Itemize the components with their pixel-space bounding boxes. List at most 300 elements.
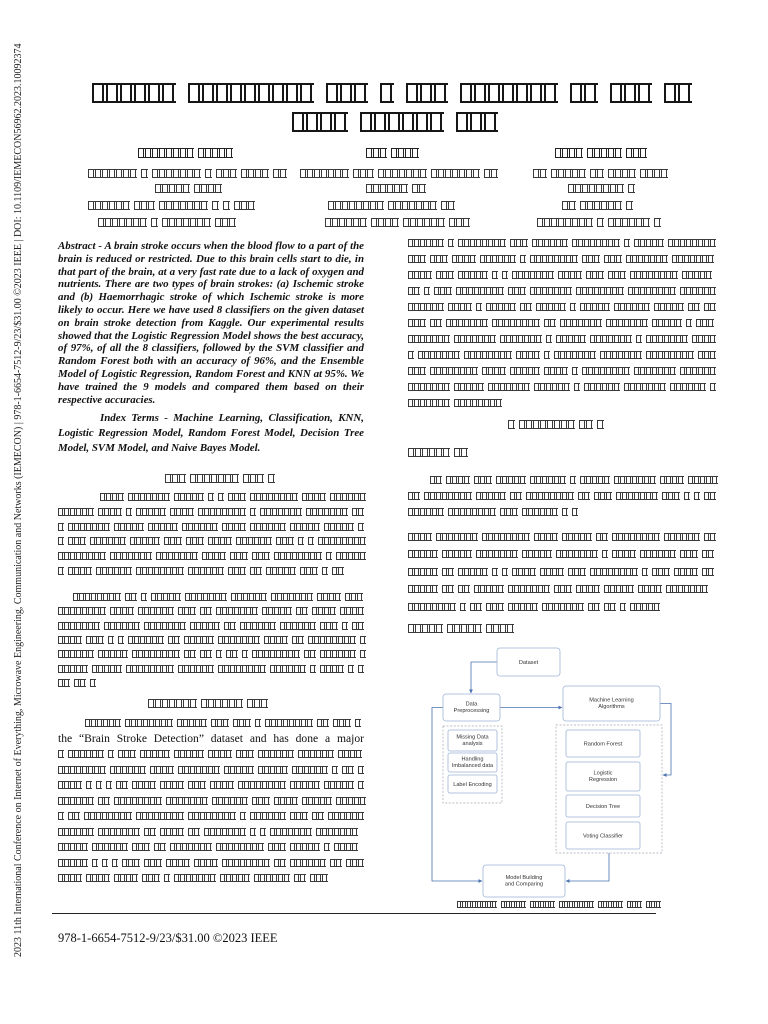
author-affiliation-line	[328, 201, 460, 210]
unreadable-text-line	[408, 239, 718, 247]
unreadable-word	[458, 585, 470, 593]
unreadable-word	[310, 874, 328, 882]
unreadable-word	[684, 492, 690, 500]
unreadable-word	[590, 169, 604, 178]
unreadable-word	[310, 665, 316, 673]
unreadable-word	[431, 169, 480, 178]
section-heading	[165, 474, 283, 483]
unreadable-word	[86, 636, 104, 644]
unreadable-text-line	[408, 383, 718, 391]
unreadable-word	[290, 859, 326, 867]
unreadable-word	[106, 781, 112, 789]
unreadable-word	[574, 383, 580, 391]
unreadable-word	[58, 679, 70, 687]
unreadable-word	[222, 523, 246, 531]
unreadable-word	[164, 874, 170, 882]
unreadable-word	[302, 797, 332, 805]
unreadable-word	[174, 750, 204, 758]
unreadable-word	[556, 550, 598, 558]
unreadable-word	[238, 781, 286, 789]
unreadable-word	[537, 218, 593, 227]
unreadable-word	[674, 568, 698, 576]
unreadable-word	[530, 255, 578, 263]
section-heading	[148, 699, 272, 708]
unreadable-word	[90, 537, 126, 545]
unreadable-word	[486, 303, 516, 311]
unreadable-word	[408, 585, 438, 593]
unreadable-word	[430, 255, 448, 263]
unreadable-word	[220, 874, 250, 882]
unreadable-word	[208, 493, 214, 501]
unreadable-word	[586, 271, 604, 279]
unreadable-word	[166, 797, 208, 805]
unreadable-word	[597, 218, 604, 227]
unreadable-word	[587, 148, 622, 158]
unreadable-word	[264, 636, 288, 644]
unreadable-word	[159, 201, 208, 210]
unreadable-word	[236, 537, 272, 545]
unreadable-word	[624, 239, 630, 247]
unreadable-word	[168, 636, 180, 644]
unreadable-word	[98, 828, 140, 836]
unreadable-word	[484, 169, 498, 178]
unreadable-word	[460, 83, 558, 103]
unreadable-word	[108, 750, 114, 758]
unreadable-word	[408, 367, 426, 375]
unreadable-word	[223, 201, 230, 210]
unreadable-text-line	[58, 843, 368, 851]
unreadable-text-line	[408, 319, 718, 327]
unreadable-word	[96, 781, 102, 789]
unreadable-word	[68, 537, 86, 545]
unreadable-word	[198, 148, 233, 158]
unreadable-word	[358, 665, 364, 673]
unreadable-text-line	[408, 603, 664, 611]
label-encoding-label: Label Encoding	[453, 782, 492, 788]
unreadable-word	[604, 255, 622, 263]
unreadable-word	[447, 624, 482, 633]
unreadable-word	[572, 367, 578, 375]
unreadable-word	[164, 537, 182, 545]
unreadable-text-line	[408, 508, 582, 516]
model-building-label: and Comparing	[504, 881, 544, 888]
unreadable-word	[326, 552, 332, 560]
unreadable-text-line	[58, 828, 368, 836]
author-affiliation-line	[533, 169, 672, 178]
unreadable-word	[408, 335, 450, 343]
unreadable-text-line	[58, 766, 368, 774]
unreadable-word	[128, 636, 164, 644]
unreadable-word	[412, 184, 426, 193]
unreadable-word	[554, 351, 596, 359]
unreadable-text-line	[58, 567, 352, 575]
unreadable-word	[626, 201, 633, 210]
unreadable-word	[84, 812, 132, 820]
unreadable-word	[86, 781, 92, 789]
unreadable-word	[280, 622, 316, 630]
methodology-flowchart	[425, 643, 687, 899]
unreadable-word	[562, 508, 568, 516]
unreadable-text-line	[73, 593, 368, 601]
unreadable-word	[627, 901, 642, 908]
unreadable-word	[110, 607, 134, 615]
unreadable-word	[190, 622, 220, 630]
unreadable-word	[226, 650, 238, 658]
missing-data-label: Missing Data	[456, 734, 489, 741]
unreadable-word	[710, 383, 716, 391]
unreadable-word	[352, 622, 364, 630]
unreadable-word	[608, 271, 626, 279]
unreadable-word	[536, 303, 566, 311]
unreadable-word	[333, 719, 351, 727]
unreadable-word	[258, 750, 294, 758]
unreadable-word	[496, 476, 526, 484]
unreadable-word	[442, 568, 454, 576]
unreadable-word	[694, 492, 700, 500]
unreadable-word	[510, 239, 528, 247]
unreadable-word	[562, 533, 592, 541]
unreadable-word	[330, 493, 366, 501]
unreadable-word	[584, 383, 620, 391]
unreadable-word	[556, 335, 586, 343]
unreadable-word	[188, 781, 206, 789]
unreadable-word	[250, 493, 298, 501]
unreadable-word	[526, 492, 574, 500]
unreadable-word	[178, 766, 220, 774]
unreadable-word	[325, 218, 367, 227]
unreadable-word	[642, 568, 648, 576]
unreadable-word	[570, 303, 576, 311]
unreadable-word	[292, 766, 328, 774]
unreadable-word	[530, 287, 572, 295]
random-forest-label: Random Forest	[583, 741, 623, 748]
unreadable-word	[454, 383, 484, 391]
unreadable-text-line	[430, 476, 718, 484]
unreadable-word	[458, 271, 488, 279]
unreadable-word	[318, 537, 366, 545]
unreadable-word	[612, 550, 636, 558]
unreadable-word	[88, 201, 130, 210]
unreadable-word	[125, 719, 173, 727]
author-affiliation-line	[325, 218, 475, 227]
unreadable-text-line	[85, 719, 368, 727]
unreadable-word	[624, 383, 666, 391]
unreadable-word	[442, 550, 472, 558]
unreadable-word	[216, 169, 237, 178]
unreadable-word	[92, 843, 128, 851]
unreadable-word	[692, 335, 716, 343]
unreadable-word	[98, 218, 147, 227]
unreadable-word	[68, 812, 80, 820]
unreadable-word	[148, 523, 178, 531]
unreadable-word	[360, 636, 366, 644]
unreadable-word	[58, 508, 94, 516]
unreadable-word	[58, 537, 64, 545]
unreadable-word	[508, 420, 515, 429]
unreadable-word	[408, 255, 426, 263]
unreadable-word	[58, 650, 94, 658]
unreadable-word	[298, 750, 334, 758]
unreadable-word	[596, 533, 608, 541]
unreadable-word	[408, 271, 432, 279]
unreadable-word	[636, 335, 642, 343]
unreadable-text-line	[58, 650, 368, 658]
unreadable-word	[184, 650, 196, 658]
unreadable-word	[446, 319, 488, 327]
unreadable-word	[300, 567, 318, 575]
unreadable-word	[58, 812, 64, 820]
unreadable-word	[170, 508, 194, 516]
unreadable-word	[614, 476, 656, 484]
unreadable-word	[202, 552, 226, 560]
unreadable-word	[174, 874, 216, 882]
unreadable-word	[88, 169, 137, 178]
unreadable-text-line	[408, 303, 718, 311]
unreadable-word	[320, 622, 338, 630]
unreadable-word	[178, 665, 214, 673]
unreadable-text-line	[408, 585, 718, 593]
unreadable-word	[454, 335, 496, 343]
unreadable-word	[308, 636, 356, 644]
unreadable-word	[302, 493, 326, 501]
unreadable-word	[408, 603, 456, 611]
unreadable-word	[274, 552, 322, 560]
unreadable-word	[100, 493, 124, 501]
unreadable-word	[260, 828, 266, 836]
unreadable-word	[559, 901, 594, 908]
unreadable-word	[274, 797, 298, 805]
unreadable-word	[704, 533, 716, 541]
abstract-section	[58, 240, 364, 456]
unreadable-word	[152, 169, 201, 178]
figure-caption	[457, 901, 665, 908]
unreadable-word	[576, 585, 600, 593]
author-name	[138, 148, 238, 158]
unreadable-word	[533, 169, 547, 178]
model-building-label: Model Building	[505, 875, 543, 881]
unreadable-word	[160, 828, 184, 836]
unreadable-word	[200, 607, 212, 615]
unreadable-word	[228, 493, 246, 501]
unreadable-word	[250, 567, 262, 575]
unreadable-word	[228, 567, 246, 575]
unreadable-word	[442, 585, 454, 593]
unreadable-word	[141, 169, 148, 178]
unreadable-word	[134, 201, 155, 210]
unreadable-word	[555, 148, 583, 158]
unreadable-word	[233, 719, 251, 727]
unreadable-word	[290, 523, 320, 531]
unreadable-word	[328, 812, 364, 820]
unreadable-word	[92, 859, 98, 867]
unreadable-word	[579, 420, 593, 429]
unreadable-word	[492, 568, 498, 576]
unreadable-word	[482, 533, 530, 541]
unreadable-word	[68, 750, 104, 758]
unreadable-text-line	[58, 665, 368, 673]
unreadable-word	[680, 367, 716, 375]
unreadable-text-line	[408, 568, 718, 576]
unreadable-word	[68, 523, 110, 531]
unreadable-word	[250, 828, 256, 836]
unreadable-word	[520, 255, 526, 263]
unreadable-word	[408, 508, 444, 516]
unreadable-word	[236, 750, 254, 758]
data-preprocessing-label: Data	[465, 701, 478, 708]
unreadable-word	[294, 874, 306, 882]
unreadable-word	[446, 476, 470, 484]
unreadable-word	[85, 719, 121, 727]
unreadable-word	[482, 367, 506, 375]
conference-citation-sidebar: 2023 11th International Conference on Internet of Everything, Microwave Engineering, Communication and Networks (IEMECON) | 978-1-6654-7512-9/23/$31.00 ©2023 IEEE | DOI: 10.1109/IEMECON56962.2023.10092374	[13, 43, 24, 957]
unreadable-word	[58, 843, 88, 851]
unreadable-word	[58, 622, 100, 630]
author-affiliation-line	[88, 169, 290, 178]
unreadable-word	[476, 303, 482, 311]
unreadable-word	[520, 303, 532, 311]
author-affiliation-line	[562, 201, 634, 210]
unreadable-word	[355, 719, 361, 727]
unreadable-word	[92, 665, 122, 673]
unreadable-word	[154, 843, 166, 851]
unreadable-word	[73, 593, 121, 601]
unreadable-word	[449, 218, 470, 227]
unreadable-word	[118, 636, 124, 644]
unreadable-word	[590, 568, 638, 576]
unreadable-word	[371, 218, 399, 227]
unreadable-word	[242, 650, 248, 658]
unreadable-word	[162, 218, 211, 227]
unreadable-word	[594, 492, 612, 500]
unreadable-word	[551, 169, 586, 178]
unreadable-word	[346, 859, 364, 867]
unreadable-word	[92, 83, 176, 103]
unreadable-word	[320, 665, 344, 673]
unreadable-word	[452, 255, 476, 263]
unreadable-word	[334, 843, 358, 851]
unreadable-word	[108, 636, 114, 644]
unreadable-word	[208, 537, 232, 545]
unreadable-word	[130, 537, 160, 545]
unreadable-word	[326, 83, 368, 103]
unreadable-word	[274, 859, 286, 867]
unreadable-word	[188, 828, 200, 836]
unreadable-word	[151, 593, 181, 601]
unreadable-word	[151, 218, 158, 227]
unreadable-word	[456, 287, 504, 295]
unreadable-word	[408, 383, 450, 391]
unreadable-word	[58, 797, 94, 805]
unreadable-word	[486, 603, 504, 611]
unreadable-word	[270, 665, 306, 673]
unreadable-word	[580, 476, 610, 484]
unreadable-word	[508, 603, 538, 611]
unreadable-word	[316, 828, 358, 836]
unreadable-text-line	[58, 797, 368, 805]
unreadable-word	[578, 492, 590, 500]
unreadable-word	[702, 568, 714, 576]
unreadable-word	[456, 112, 498, 132]
unreadable-word	[682, 271, 712, 279]
unreadable-word	[688, 476, 718, 484]
author-affiliation-line	[98, 218, 240, 227]
unreadable-word	[262, 607, 292, 615]
unreadable-word	[188, 812, 236, 820]
author-name	[555, 148, 648, 158]
unreadable-word	[448, 239, 454, 247]
unreadable-word	[408, 351, 414, 359]
unreadable-text-line	[58, 552, 368, 560]
unreadable-word	[212, 201, 219, 210]
unreadable-word	[116, 781, 128, 789]
unreadable-word	[597, 420, 604, 429]
unreadable-word	[448, 508, 496, 516]
logistic-regression-label: Regression	[588, 777, 618, 783]
unreadable-word	[114, 874, 138, 882]
unreadable-word	[290, 843, 320, 851]
paper-title-line	[92, 83, 702, 103]
paper-title-line	[292, 112, 498, 132]
unreadable-word	[184, 636, 214, 644]
unreadable-word	[408, 448, 450, 457]
unreadable-word	[628, 184, 635, 193]
subsection-heading	[408, 448, 470, 457]
unreadable-word	[324, 523, 354, 531]
unreadable-text-line	[408, 492, 718, 500]
unreadable-word	[542, 603, 584, 611]
unreadable-word	[698, 351, 716, 359]
unreadable-word	[530, 476, 566, 484]
unreadable-word	[430, 367, 478, 375]
unreadable-word	[58, 523, 64, 531]
unreadable-word	[646, 335, 688, 343]
unreadable-word	[58, 607, 106, 615]
unreadable-word	[602, 550, 608, 558]
unreadable-word	[634, 239, 664, 247]
unreadable-word	[98, 797, 110, 805]
unreadable-word	[342, 766, 354, 774]
unreadable-text-line	[58, 636, 368, 644]
unreadable-word	[312, 607, 336, 615]
unreadable-word	[408, 533, 432, 541]
unreadable-word	[570, 83, 598, 103]
unreadable-word	[480, 255, 516, 263]
ml-algorithms-label: Algorithms	[598, 704, 625, 710]
ml-algorithms-label: Machine Learning	[589, 697, 634, 704]
unreadable-word	[544, 319, 556, 327]
unreadable-word	[200, 650, 212, 658]
missing-data-label: analysis	[462, 741, 483, 747]
unreadable-word	[188, 83, 314, 103]
unreadable-word	[296, 607, 308, 615]
unreadable-word	[112, 859, 118, 867]
unreadable-word	[664, 533, 700, 541]
unreadable-word	[58, 828, 94, 836]
unreadable-word	[190, 474, 239, 483]
unreadable-word	[201, 699, 243, 708]
unreadable-word	[132, 781, 156, 789]
imbalanced-data-label: Imbalanced data	[451, 763, 494, 769]
unreadable-word	[132, 650, 180, 658]
unreadable-word	[320, 650, 356, 658]
unreadable-word	[317, 719, 329, 727]
author-affiliation-line	[366, 184, 432, 193]
flow-arrow	[566, 853, 609, 881]
unreadable-word	[516, 351, 540, 359]
unreadable-word	[118, 750, 136, 758]
unreadable-word	[216, 843, 264, 851]
unreadable-word	[110, 552, 152, 560]
